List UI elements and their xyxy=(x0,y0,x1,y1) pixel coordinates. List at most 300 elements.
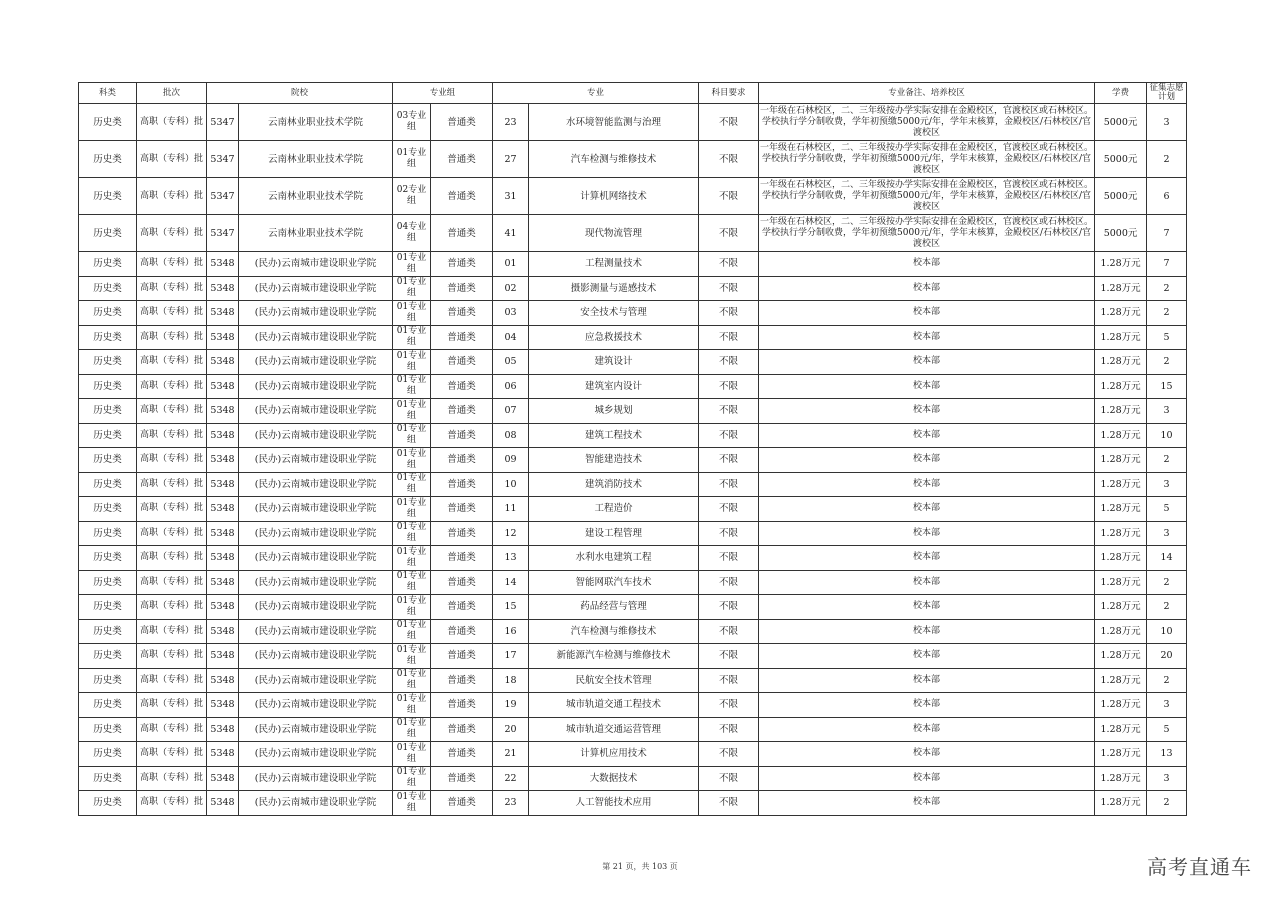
cell-major-name: 水环境智能监测与治理 xyxy=(529,104,699,141)
cell-school-name: (民办)云南城市建设职业学院 xyxy=(239,497,393,522)
cell-school-name: (民办)云南城市建设职业学院 xyxy=(239,766,393,791)
header-major: 专业 xyxy=(493,83,699,104)
cell-fee: 1.28万元 xyxy=(1095,595,1147,620)
cell-type: 普通类 xyxy=(431,546,493,571)
cell-group: 02专业组 xyxy=(393,178,431,215)
cell-type: 普通类 xyxy=(431,423,493,448)
cell-major-code: 09 xyxy=(493,448,529,473)
table-row xyxy=(79,399,1187,424)
cell-note: 一年级在石林校区，二、三年级按办学实际安排在金殿校区，官渡校区或石林校区。学校执行学分制收费，学年初预缴5000元/年，学年末核算，金殿校区/石林校区/官渡校区 xyxy=(759,215,1095,252)
table-row xyxy=(79,644,1187,669)
table-row xyxy=(79,215,1187,252)
cell-fee: 1.28万元 xyxy=(1095,276,1147,301)
table-row xyxy=(79,570,1187,595)
cell-type: 普通类 xyxy=(431,766,493,791)
cell-batch: 高职（专科）批 xyxy=(137,521,207,546)
cell-note: 校本部 xyxy=(759,619,1095,644)
cell-plan: 2 xyxy=(1147,448,1187,473)
cell-fee: 1.28万元 xyxy=(1095,301,1147,326)
cell-batch: 高职（专科）批 xyxy=(137,399,207,424)
cell-school-name: (民办)云南城市建设职业学院 xyxy=(239,301,393,326)
cell-batch: 高职（专科）批 xyxy=(137,644,207,669)
cell-plan: 5 xyxy=(1147,497,1187,522)
cell-major-code: 27 xyxy=(493,141,529,178)
cell-school-code: 5348 xyxy=(207,595,239,620)
cell-plan: 6 xyxy=(1147,178,1187,215)
cell-major-name: 智能建造技术 xyxy=(529,448,699,473)
cell-school-name: 云南林业职业技术学院 xyxy=(239,178,393,215)
cell-plan: 3 xyxy=(1147,693,1187,718)
cell-major-name: 新能源汽车检测与维修技术 xyxy=(529,644,699,669)
cell-fee: 1.28万元 xyxy=(1095,399,1147,424)
cell-school-code: 5348 xyxy=(207,742,239,767)
cell-group: 01专业组 xyxy=(393,252,431,277)
cell-school-code: 5347 xyxy=(207,141,239,178)
cell-school-name: (民办)云南城市建设职业学院 xyxy=(239,472,393,497)
cell-school-name: (民办)云南城市建设职业学院 xyxy=(239,448,393,473)
cell-fee: 1.28万元 xyxy=(1095,644,1147,669)
cell-fee: 1.28万元 xyxy=(1095,521,1147,546)
cell-subject: 不限 xyxy=(699,644,759,669)
cell-plan: 2 xyxy=(1147,276,1187,301)
cell-school-name: (民办)云南城市建设职业学院 xyxy=(239,350,393,375)
cell-category: 历史类 xyxy=(79,301,137,326)
cell-subject: 不限 xyxy=(699,497,759,522)
cell-batch: 高职（专科）批 xyxy=(137,717,207,742)
table-row xyxy=(79,423,1187,448)
watermark-logo-text: 高考直通车 xyxy=(1147,855,1252,879)
cell-major-code: 05 xyxy=(493,350,529,375)
cell-subject: 不限 xyxy=(699,595,759,620)
cell-major-code: 07 xyxy=(493,399,529,424)
page-footer: 第 21 页，共 103 页 xyxy=(602,862,678,871)
cell-group: 01专业组 xyxy=(393,276,431,301)
cell-category: 历史类 xyxy=(79,619,137,644)
cell-school-name: (民办)云南城市建设职业学院 xyxy=(239,595,393,620)
cell-type: 普通类 xyxy=(431,325,493,350)
cell-batch: 高职（专科）批 xyxy=(137,178,207,215)
cell-group: 01专业组 xyxy=(393,619,431,644)
cell-school-code: 5348 xyxy=(207,668,239,693)
cell-note: 校本部 xyxy=(759,521,1095,546)
cell-subject: 不限 xyxy=(699,276,759,301)
cell-major-code: 20 xyxy=(493,717,529,742)
cell-category: 历史类 xyxy=(79,104,137,141)
cell-plan: 3 xyxy=(1147,399,1187,424)
cell-plan: 3 xyxy=(1147,766,1187,791)
cell-major-code: 16 xyxy=(493,619,529,644)
cell-subject: 不限 xyxy=(699,141,759,178)
cell-plan: 5 xyxy=(1147,717,1187,742)
cell-major-name: 摄影测量与遥感技术 xyxy=(529,276,699,301)
cell-fee: 5000元 xyxy=(1095,178,1147,215)
cell-plan: 3 xyxy=(1147,472,1187,497)
cell-school-code: 5348 xyxy=(207,791,239,816)
cell-category: 历史类 xyxy=(79,644,137,669)
table-row xyxy=(79,448,1187,473)
table-row xyxy=(79,178,1187,215)
cell-subject: 不限 xyxy=(699,742,759,767)
cell-type: 普通类 xyxy=(431,693,493,718)
cell-major-code: 06 xyxy=(493,374,529,399)
cell-fee: 5000元 xyxy=(1095,104,1147,141)
cell-school-name: (民办)云南城市建设职业学院 xyxy=(239,644,393,669)
cell-category: 历史类 xyxy=(79,350,137,375)
cell-major-code: 19 xyxy=(493,693,529,718)
cell-batch: 高职（专科）批 xyxy=(137,276,207,301)
header-fee: 学费 xyxy=(1095,83,1147,104)
header-category: 科类 xyxy=(79,83,137,104)
cell-group: 01专业组 xyxy=(393,301,431,326)
cell-group: 01专业组 xyxy=(393,141,431,178)
table-row xyxy=(79,595,1187,620)
cell-school-code: 5348 xyxy=(207,717,239,742)
cell-type: 普通类 xyxy=(431,374,493,399)
table-row xyxy=(79,252,1187,277)
cell-fee: 5000元 xyxy=(1095,215,1147,252)
cell-note: 校本部 xyxy=(759,644,1095,669)
cell-group: 01专业组 xyxy=(393,325,431,350)
cell-note: 校本部 xyxy=(759,791,1095,816)
cell-subject: 不限 xyxy=(699,791,759,816)
cell-note: 校本部 xyxy=(759,252,1095,277)
cell-type: 普通类 xyxy=(431,276,493,301)
cell-batch: 高职（专科）批 xyxy=(137,497,207,522)
cell-batch: 高职（专科）批 xyxy=(137,472,207,497)
cell-type: 普通类 xyxy=(431,791,493,816)
cell-group: 01专业组 xyxy=(393,423,431,448)
header-note: 专业备注、培养校区 xyxy=(759,83,1095,104)
cell-batch: 高职（专科）批 xyxy=(137,301,207,326)
cell-group: 01专业组 xyxy=(393,497,431,522)
cell-plan: 10 xyxy=(1147,619,1187,644)
cell-major-name: 计算机网络技术 xyxy=(529,178,699,215)
cell-fee: 1.28万元 xyxy=(1095,791,1147,816)
cell-school-name: (民办)云南城市建设职业学院 xyxy=(239,619,393,644)
cell-major-code: 14 xyxy=(493,570,529,595)
cell-note: 校本部 xyxy=(759,497,1095,522)
cell-type: 普通类 xyxy=(431,497,493,522)
cell-note: 校本部 xyxy=(759,374,1095,399)
cell-plan: 2 xyxy=(1147,350,1187,375)
cell-type: 普通类 xyxy=(431,595,493,620)
cell-category: 历史类 xyxy=(79,374,137,399)
cell-plan: 2 xyxy=(1147,301,1187,326)
header-batch: 批次 xyxy=(137,83,207,104)
cell-group: 04专业组 xyxy=(393,215,431,252)
cell-type: 普通类 xyxy=(431,350,493,375)
cell-group: 01专业组 xyxy=(393,668,431,693)
cell-school-code: 5347 xyxy=(207,215,239,252)
cell-plan: 2 xyxy=(1147,595,1187,620)
cell-major-name: 城乡规划 xyxy=(529,399,699,424)
cell-batch: 高职（专科）批 xyxy=(137,668,207,693)
cell-fee: 1.28万元 xyxy=(1095,423,1147,448)
cell-batch: 高职（专科）批 xyxy=(137,104,207,141)
cell-school-code: 5348 xyxy=(207,546,239,571)
cell-school-code: 5348 xyxy=(207,521,239,546)
table-row xyxy=(79,619,1187,644)
cell-batch: 高职（专科）批 xyxy=(137,448,207,473)
cell-major-name: 建筑消防技术 xyxy=(529,472,699,497)
cell-school-code: 5348 xyxy=(207,276,239,301)
admission-plan-table xyxy=(78,82,1187,816)
cell-major-name: 人工智能技术应用 xyxy=(529,791,699,816)
table-row xyxy=(79,350,1187,375)
cell-major-code: 03 xyxy=(493,301,529,326)
cell-major-name: 建筑室内设计 xyxy=(529,374,699,399)
cell-type: 普通类 xyxy=(431,472,493,497)
cell-major-name: 建设工程管理 xyxy=(529,521,699,546)
cell-major-name: 智能网联汽车技术 xyxy=(529,570,699,595)
cell-major-code: 01 xyxy=(493,252,529,277)
cell-category: 历史类 xyxy=(79,693,137,718)
cell-plan: 2 xyxy=(1147,668,1187,693)
cell-subject: 不限 xyxy=(699,693,759,718)
cell-note: 校本部 xyxy=(759,766,1095,791)
table-row xyxy=(79,301,1187,326)
cell-category: 历史类 xyxy=(79,791,137,816)
cell-school-name: (民办)云南城市建设职业学院 xyxy=(239,742,393,767)
cell-type: 普通类 xyxy=(431,619,493,644)
cell-category: 历史类 xyxy=(79,497,137,522)
cell-type: 普通类 xyxy=(431,141,493,178)
cell-category: 历史类 xyxy=(79,325,137,350)
cell-category: 历史类 xyxy=(79,276,137,301)
cell-batch: 高职（专科）批 xyxy=(137,619,207,644)
cell-batch: 高职（专科）批 xyxy=(137,570,207,595)
cell-batch: 高职（专科）批 xyxy=(137,215,207,252)
cell-major-name: 建筑设计 xyxy=(529,350,699,375)
cell-category: 历史类 xyxy=(79,215,137,252)
cell-fee: 5000元 xyxy=(1095,141,1147,178)
cell-school-code: 5347 xyxy=(207,104,239,141)
cell-note: 校本部 xyxy=(759,742,1095,767)
cell-fee: 1.28万元 xyxy=(1095,497,1147,522)
cell-group: 01专业组 xyxy=(393,570,431,595)
cell-plan: 10 xyxy=(1147,423,1187,448)
cell-subject: 不限 xyxy=(699,472,759,497)
cell-major-code: 13 xyxy=(493,546,529,571)
cell-subject: 不限 xyxy=(699,448,759,473)
cell-fee: 1.28万元 xyxy=(1095,325,1147,350)
cell-fee: 1.28万元 xyxy=(1095,472,1147,497)
cell-note: 校本部 xyxy=(759,325,1095,350)
cell-school-code: 5347 xyxy=(207,178,239,215)
cell-school-code: 5348 xyxy=(207,766,239,791)
cell-type: 普通类 xyxy=(431,448,493,473)
cell-category: 历史类 xyxy=(79,141,137,178)
cell-group: 01专业组 xyxy=(393,644,431,669)
cell-subject: 不限 xyxy=(699,350,759,375)
cell-type: 普通类 xyxy=(431,668,493,693)
cell-major-code: 12 xyxy=(493,521,529,546)
header-plan: 征集志愿计划 xyxy=(1147,83,1187,104)
header-school: 院校 xyxy=(207,83,393,104)
cell-batch: 高职（专科）批 xyxy=(137,595,207,620)
cell-school-name: (民办)云南城市建设职业学院 xyxy=(239,546,393,571)
cell-school-name: (民办)云南城市建设职业学院 xyxy=(239,276,393,301)
cell-group: 01专业组 xyxy=(393,350,431,375)
cell-major-name: 现代物流管理 xyxy=(529,215,699,252)
cell-subject: 不限 xyxy=(699,766,759,791)
cell-batch: 高职（专科）批 xyxy=(137,141,207,178)
cell-note: 校本部 xyxy=(759,399,1095,424)
cell-category: 历史类 xyxy=(79,546,137,571)
cell-category: 历史类 xyxy=(79,717,137,742)
cell-note: 校本部 xyxy=(759,668,1095,693)
cell-batch: 高职（专科）批 xyxy=(137,325,207,350)
cell-subject: 不限 xyxy=(699,178,759,215)
cell-batch: 高职（专科）批 xyxy=(137,423,207,448)
cell-category: 历史类 xyxy=(79,423,137,448)
cell-major-name: 大数据技术 xyxy=(529,766,699,791)
cell-school-code: 5348 xyxy=(207,644,239,669)
cell-major-name: 城市轨道交通运营管理 xyxy=(529,717,699,742)
cell-plan: 5 xyxy=(1147,325,1187,350)
cell-school-name: (民办)云南城市建设职业学院 xyxy=(239,374,393,399)
cell-type: 普通类 xyxy=(431,215,493,252)
table-row xyxy=(79,497,1187,522)
cell-major-code: 17 xyxy=(493,644,529,669)
cell-fee: 1.28万元 xyxy=(1095,570,1147,595)
cell-group: 01专业组 xyxy=(393,717,431,742)
cell-plan: 2 xyxy=(1147,570,1187,595)
cell-fee: 1.28万元 xyxy=(1095,668,1147,693)
cell-major-name: 汽车检测与维修技术 xyxy=(529,141,699,178)
cell-batch: 高职（专科）批 xyxy=(137,546,207,571)
table-row xyxy=(79,104,1187,141)
cell-fee: 1.28万元 xyxy=(1095,252,1147,277)
cell-school-name: 云南林业职业技术学院 xyxy=(239,104,393,141)
cell-major-code: 22 xyxy=(493,766,529,791)
cell-group: 03专业组 xyxy=(393,104,431,141)
cell-major-code: 11 xyxy=(493,497,529,522)
cell-major-code: 02 xyxy=(493,276,529,301)
cell-fee: 1.28万元 xyxy=(1095,693,1147,718)
cell-school-name: 云南林业职业技术学院 xyxy=(239,215,393,252)
cell-plan: 3 xyxy=(1147,104,1187,141)
cell-group: 01专业组 xyxy=(393,791,431,816)
table-row xyxy=(79,546,1187,571)
cell-subject: 不限 xyxy=(699,301,759,326)
cell-subject: 不限 xyxy=(699,252,759,277)
cell-subject: 不限 xyxy=(699,668,759,693)
cell-subject: 不限 xyxy=(699,521,759,546)
cell-school-name: (民办)云南城市建设职业学院 xyxy=(239,570,393,595)
cell-category: 历史类 xyxy=(79,766,137,791)
cell-group: 01专业组 xyxy=(393,521,431,546)
cell-group: 01专业组 xyxy=(393,546,431,571)
cell-school-code: 5348 xyxy=(207,497,239,522)
cell-fee: 1.28万元 xyxy=(1095,619,1147,644)
table-row xyxy=(79,521,1187,546)
cell-category: 历史类 xyxy=(79,595,137,620)
cell-group: 01专业组 xyxy=(393,742,431,767)
cell-note: 校本部 xyxy=(759,350,1095,375)
cell-category: 历史类 xyxy=(79,521,137,546)
cell-school-code: 5348 xyxy=(207,619,239,644)
cell-plan: 7 xyxy=(1147,215,1187,252)
cell-major-code: 21 xyxy=(493,742,529,767)
cell-major-code: 23 xyxy=(493,791,529,816)
cell-subject: 不限 xyxy=(699,570,759,595)
cell-fee: 1.28万元 xyxy=(1095,350,1147,375)
table-row xyxy=(79,141,1187,178)
cell-major-name: 水利水电建筑工程 xyxy=(529,546,699,571)
cell-subject: 不限 xyxy=(699,423,759,448)
cell-plan: 13 xyxy=(1147,742,1187,767)
cell-school-name: (民办)云南城市建设职业学院 xyxy=(239,521,393,546)
cell-major-code: 08 xyxy=(493,423,529,448)
cell-plan: 2 xyxy=(1147,791,1187,816)
cell-type: 普通类 xyxy=(431,644,493,669)
cell-fee: 1.28万元 xyxy=(1095,448,1147,473)
table-row xyxy=(79,693,1187,718)
cell-plan: 7 xyxy=(1147,252,1187,277)
cell-type: 普通类 xyxy=(431,570,493,595)
cell-plan: 20 xyxy=(1147,644,1187,669)
cell-category: 历史类 xyxy=(79,668,137,693)
cell-type: 普通类 xyxy=(431,252,493,277)
cell-group: 01专业组 xyxy=(393,693,431,718)
cell-school-name: (民办)云南城市建设职业学院 xyxy=(239,693,393,718)
table-row xyxy=(79,276,1187,301)
cell-major-name: 应急救援技术 xyxy=(529,325,699,350)
cell-category: 历史类 xyxy=(79,399,137,424)
cell-note: 校本部 xyxy=(759,570,1095,595)
cell-fee: 1.28万元 xyxy=(1095,546,1147,571)
cell-plan: 14 xyxy=(1147,546,1187,571)
cell-note: 校本部 xyxy=(759,448,1095,473)
cell-major-code: 23 xyxy=(493,104,529,141)
cell-group: 01专业组 xyxy=(393,399,431,424)
cell-major-name: 建筑工程技术 xyxy=(529,423,699,448)
cell-major-name: 汽车检测与维修技术 xyxy=(529,619,699,644)
cell-school-code: 5348 xyxy=(207,350,239,375)
table-row xyxy=(79,766,1187,791)
cell-major-code: 41 xyxy=(493,215,529,252)
cell-school-name: (民办)云南城市建设职业学院 xyxy=(239,791,393,816)
header-subject: 科目要求 xyxy=(699,83,759,104)
cell-school-code: 5348 xyxy=(207,448,239,473)
cell-note: 一年级在石林校区，二、三年级按办学实际安排在金殿校区，官渡校区或石林校区。学校执行学分制收费，学年初预缴5000元/年，学年末核算，金殿校区/石林校区/官渡校区 xyxy=(759,141,1095,178)
table-row xyxy=(79,472,1187,497)
cell-major-code: 18 xyxy=(493,668,529,693)
header-row xyxy=(79,83,1187,104)
cell-school-code: 5348 xyxy=(207,423,239,448)
cell-note: 校本部 xyxy=(759,472,1095,497)
cell-type: 普通类 xyxy=(431,521,493,546)
cell-note: 一年级在石林校区，二、三年级按办学实际安排在金殿校区，官渡校区或石林校区。学校执行学分制收费，学年初预缴5000元/年，学年末核算，金殿校区/石林校区/官渡校区 xyxy=(759,178,1095,215)
table-row xyxy=(79,717,1187,742)
table-row xyxy=(79,668,1187,693)
cell-batch: 高职（专科）批 xyxy=(137,693,207,718)
cell-school-name: (民办)云南城市建设职业学院 xyxy=(239,423,393,448)
cell-major-code: 10 xyxy=(493,472,529,497)
cell-note: 校本部 xyxy=(759,717,1095,742)
cell-type: 普通类 xyxy=(431,742,493,767)
cell-school-code: 5348 xyxy=(207,252,239,277)
cell-group: 01专业组 xyxy=(393,448,431,473)
cell-type: 普通类 xyxy=(431,717,493,742)
cell-plan: 15 xyxy=(1147,374,1187,399)
cell-type: 普通类 xyxy=(431,399,493,424)
cell-plan: 3 xyxy=(1147,521,1187,546)
cell-subject: 不限 xyxy=(699,325,759,350)
cell-group: 01专业组 xyxy=(393,595,431,620)
table-row xyxy=(79,742,1187,767)
